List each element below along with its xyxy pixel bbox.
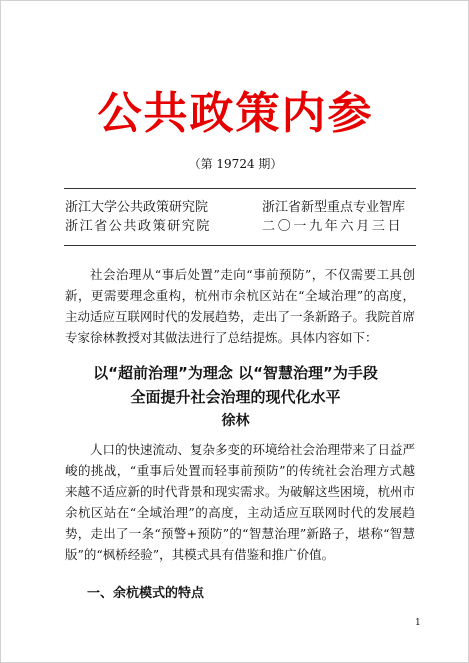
- org-left-line1: 浙江大学公共政策研究院: [65, 200, 209, 215]
- org-right-line1: 浙江省新型重点专业智库: [262, 200, 406, 215]
- header-rule-bottom: [64, 245, 416, 246]
- header-rule-top: [64, 188, 416, 189]
- masthead-title: 公共政策内参: [97, 88, 374, 139]
- issue-number: （第 19724 期）: [188, 157, 283, 171]
- publication-date: 二〇一九年六月三日: [262, 219, 404, 234]
- page-number: 1: [415, 618, 421, 628]
- article-author: 徐林: [221, 413, 250, 429]
- intro-paragraph: 社会治理从“事后处置”走向“事前预防”，不仅需要工具创新，更需要理念重构，杭州市余杭区站在“全域治理”的高度，主动适应互联网时代的发展趋势，走出了一条新路子。我院首席专家徐林教授对其做法进行了总结提炼。具体内容如下：: [65, 267, 416, 345]
- article-title-line1: 以“超前治理”为理念 以“智慧治理”为手段: [93, 364, 378, 382]
- org-left-line2: 浙江省公共政策研究院: [65, 219, 212, 234]
- article-title-line2: 全面提升社会治理的现代化水平: [130, 388, 341, 406]
- body-paragraph: 人口的快速流动、复杂多变的环境给社会治理带来了日益严峻的挑战，“重事后处置而轻事前预防”的传统社会治理方式越来越不适应新的时代背景和现实需求。为破解这些困境，杭州市余杭区站在“全域治理”的高度，主动适应互联网时代的发展趋势，走出了一条“预警+预防”的“智慧治理”新路子，堪称“智慧版”的“枫桥经验”，其模式具有借鉴和推广价值。: [65, 442, 416, 562]
- section-heading: 一、余杭模式的特点: [87, 586, 205, 601]
